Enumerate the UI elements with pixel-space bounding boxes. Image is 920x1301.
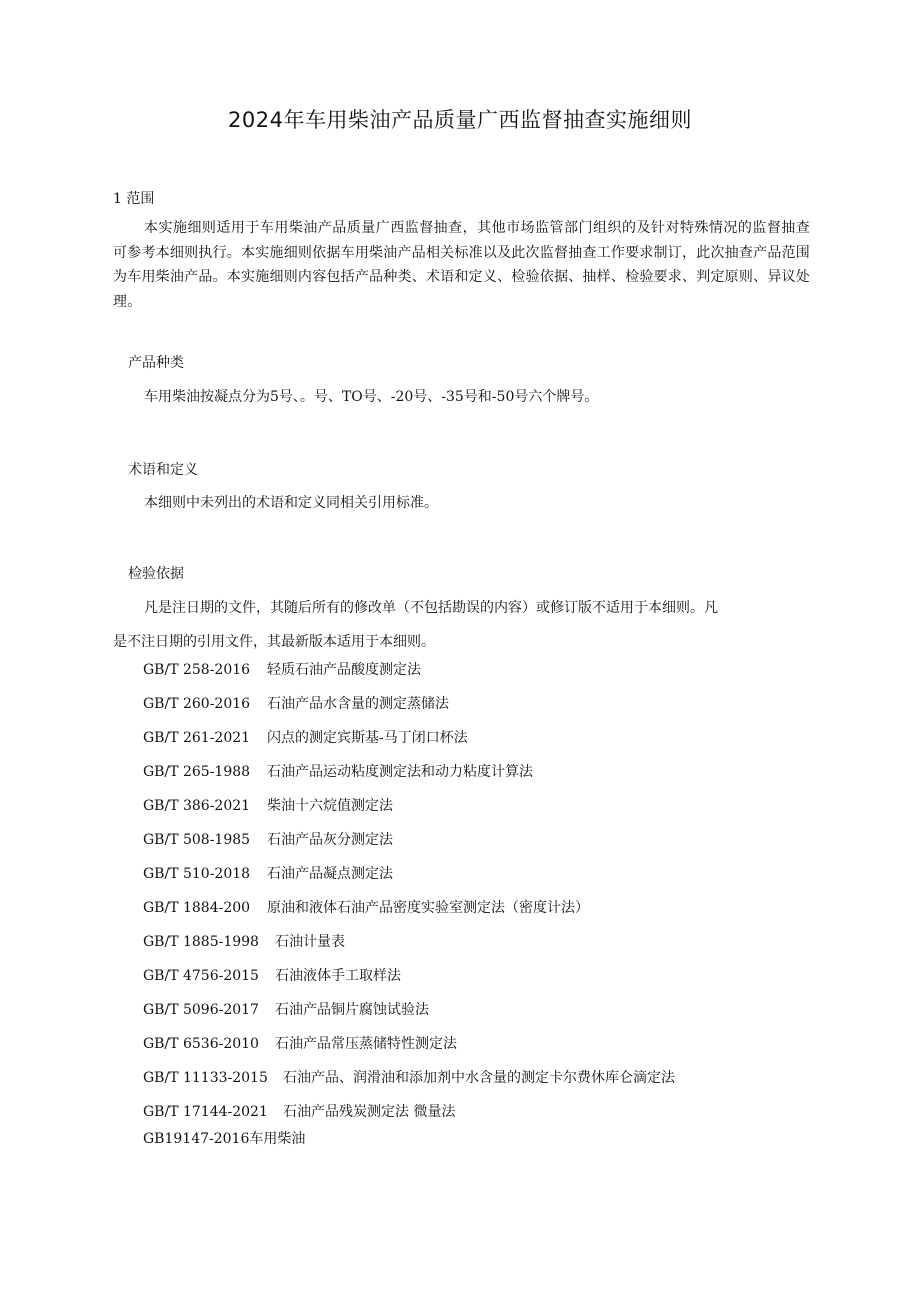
scope-paragraph: 本实施细则适用于车用柴油产品质量广西监督抽查，其他市场监管部门组织的及针对特殊情况的监督抽查可参考本细则执行。本实施细则依据车用柴油产品相关标准以及此次监督抽查工作要求制订，此次抽查产品范围为车用柴油产品。本实施细则内容包括产品种类、术语和定义、检验依据、抽样、检验要求、判定原则、异议处理。 bbox=[113, 220, 810, 310]
standard-name: 石油产品水含量的测定蒸储法 bbox=[267, 696, 449, 712]
standard-name: 柴油十六烷值测定法 bbox=[267, 798, 393, 814]
standard-code: GB/T 11133-2015 bbox=[143, 1070, 268, 1086]
standard-row bbox=[143, 965, 401, 987]
standard-row bbox=[143, 761, 533, 783]
standard-code: GB/T 386-2021 bbox=[143, 798, 251, 814]
standard-code: GB/T 260-2016 bbox=[143, 696, 251, 712]
standard-row bbox=[143, 659, 421, 681]
standard-name: 石油产品、润滑油和添加剂中水含量的测定卡尔费休库仑滴定法 bbox=[283, 1070, 675, 1086]
standard-row bbox=[143, 1101, 455, 1123]
standard-code: GB/T 258-2016 bbox=[143, 662, 251, 678]
standard-name: 石油液体手工取样法 bbox=[275, 968, 401, 984]
basis-paragraph-line2: 是不注日期的引用文件，其最新版本适用于本细则。 bbox=[113, 634, 435, 650]
standard-row bbox=[143, 863, 393, 885]
standard-row bbox=[143, 931, 345, 953]
standard-code: GB/T 5096-2017 bbox=[143, 1002, 259, 1018]
standard-code: GB/T 1884-200 bbox=[143, 900, 251, 916]
terms-paragraph: 本细则中未列出的术语和定义同相关引用标准。 bbox=[144, 495, 438, 511]
section-heading-terms: 术语和定义 bbox=[128, 462, 198, 478]
standard-code: GB/T 17144-2021 bbox=[143, 1104, 268, 1120]
standard-code: GB/T 510-2018 bbox=[143, 866, 251, 882]
standard-row bbox=[143, 1067, 675, 1089]
standard-row bbox=[143, 795, 393, 817]
section-heading-scope: 1 范围 bbox=[113, 191, 155, 207]
section-heading-basis: 检验依据 bbox=[128, 566, 184, 582]
standard-row bbox=[143, 999, 429, 1021]
section-heading-product-types: 产品种类 bbox=[128, 355, 184, 371]
standard-row bbox=[143, 693, 449, 715]
standard-name: 石油产品常压蒸储特性测定法 bbox=[275, 1036, 457, 1052]
standard-name: 石油产品灰分测定法 bbox=[267, 832, 393, 848]
standard-row bbox=[143, 897, 589, 919]
standard-name: 石油产品残炭测定法 微量法 bbox=[283, 1104, 456, 1120]
standard-code: GB/T 1885-1998 bbox=[143, 934, 259, 950]
basis-paragraph-line1: 凡是注日期的文件，其随后所有的修改单（不包括勘误的内容）或修订版不适用于本细则。凡 bbox=[144, 600, 718, 616]
standard-name: 原油和液体石油产品密度实验室测定法（密度计法） bbox=[267, 900, 589, 916]
standard-code: GB/T 4756-2015 bbox=[143, 968, 259, 984]
product-types-paragraph: 车用柴油按凝点分为5号、。号、TO号、-20号、-35号和-50号六个牌号。 bbox=[144, 389, 599, 405]
page-title: 2024年车用柴油产品质量广西监督抽查实施细则 bbox=[228, 108, 692, 132]
standard-name: 石油产品凝点测定法 bbox=[267, 866, 393, 882]
standard-name: 石油计量表 bbox=[275, 934, 345, 950]
standard-name: 石油产品铜片腐蚀试验法 bbox=[275, 1002, 429, 1018]
standard-name: 石油产品运动粘度测定法和动力粘度计算法 bbox=[267, 764, 533, 780]
last-standard-line: GB19147-2016车用柴油 bbox=[143, 1131, 306, 1147]
standard-row bbox=[143, 727, 468, 749]
standard-code: GB/T 261-2021 bbox=[143, 730, 251, 746]
standard-name: 轻质石油产品酸度测定法 bbox=[267, 662, 421, 678]
standard-code: GB/T 6536-2010 bbox=[143, 1036, 259, 1052]
standard-row bbox=[143, 829, 393, 851]
standard-row bbox=[143, 1033, 457, 1055]
standard-code: GB/T 508-1985 bbox=[143, 832, 251, 848]
standard-code: GB/T 265-1988 bbox=[143, 764, 251, 780]
standard-name: 闪点的测定宾斯基-马丁闭口杯法 bbox=[267, 730, 468, 746]
